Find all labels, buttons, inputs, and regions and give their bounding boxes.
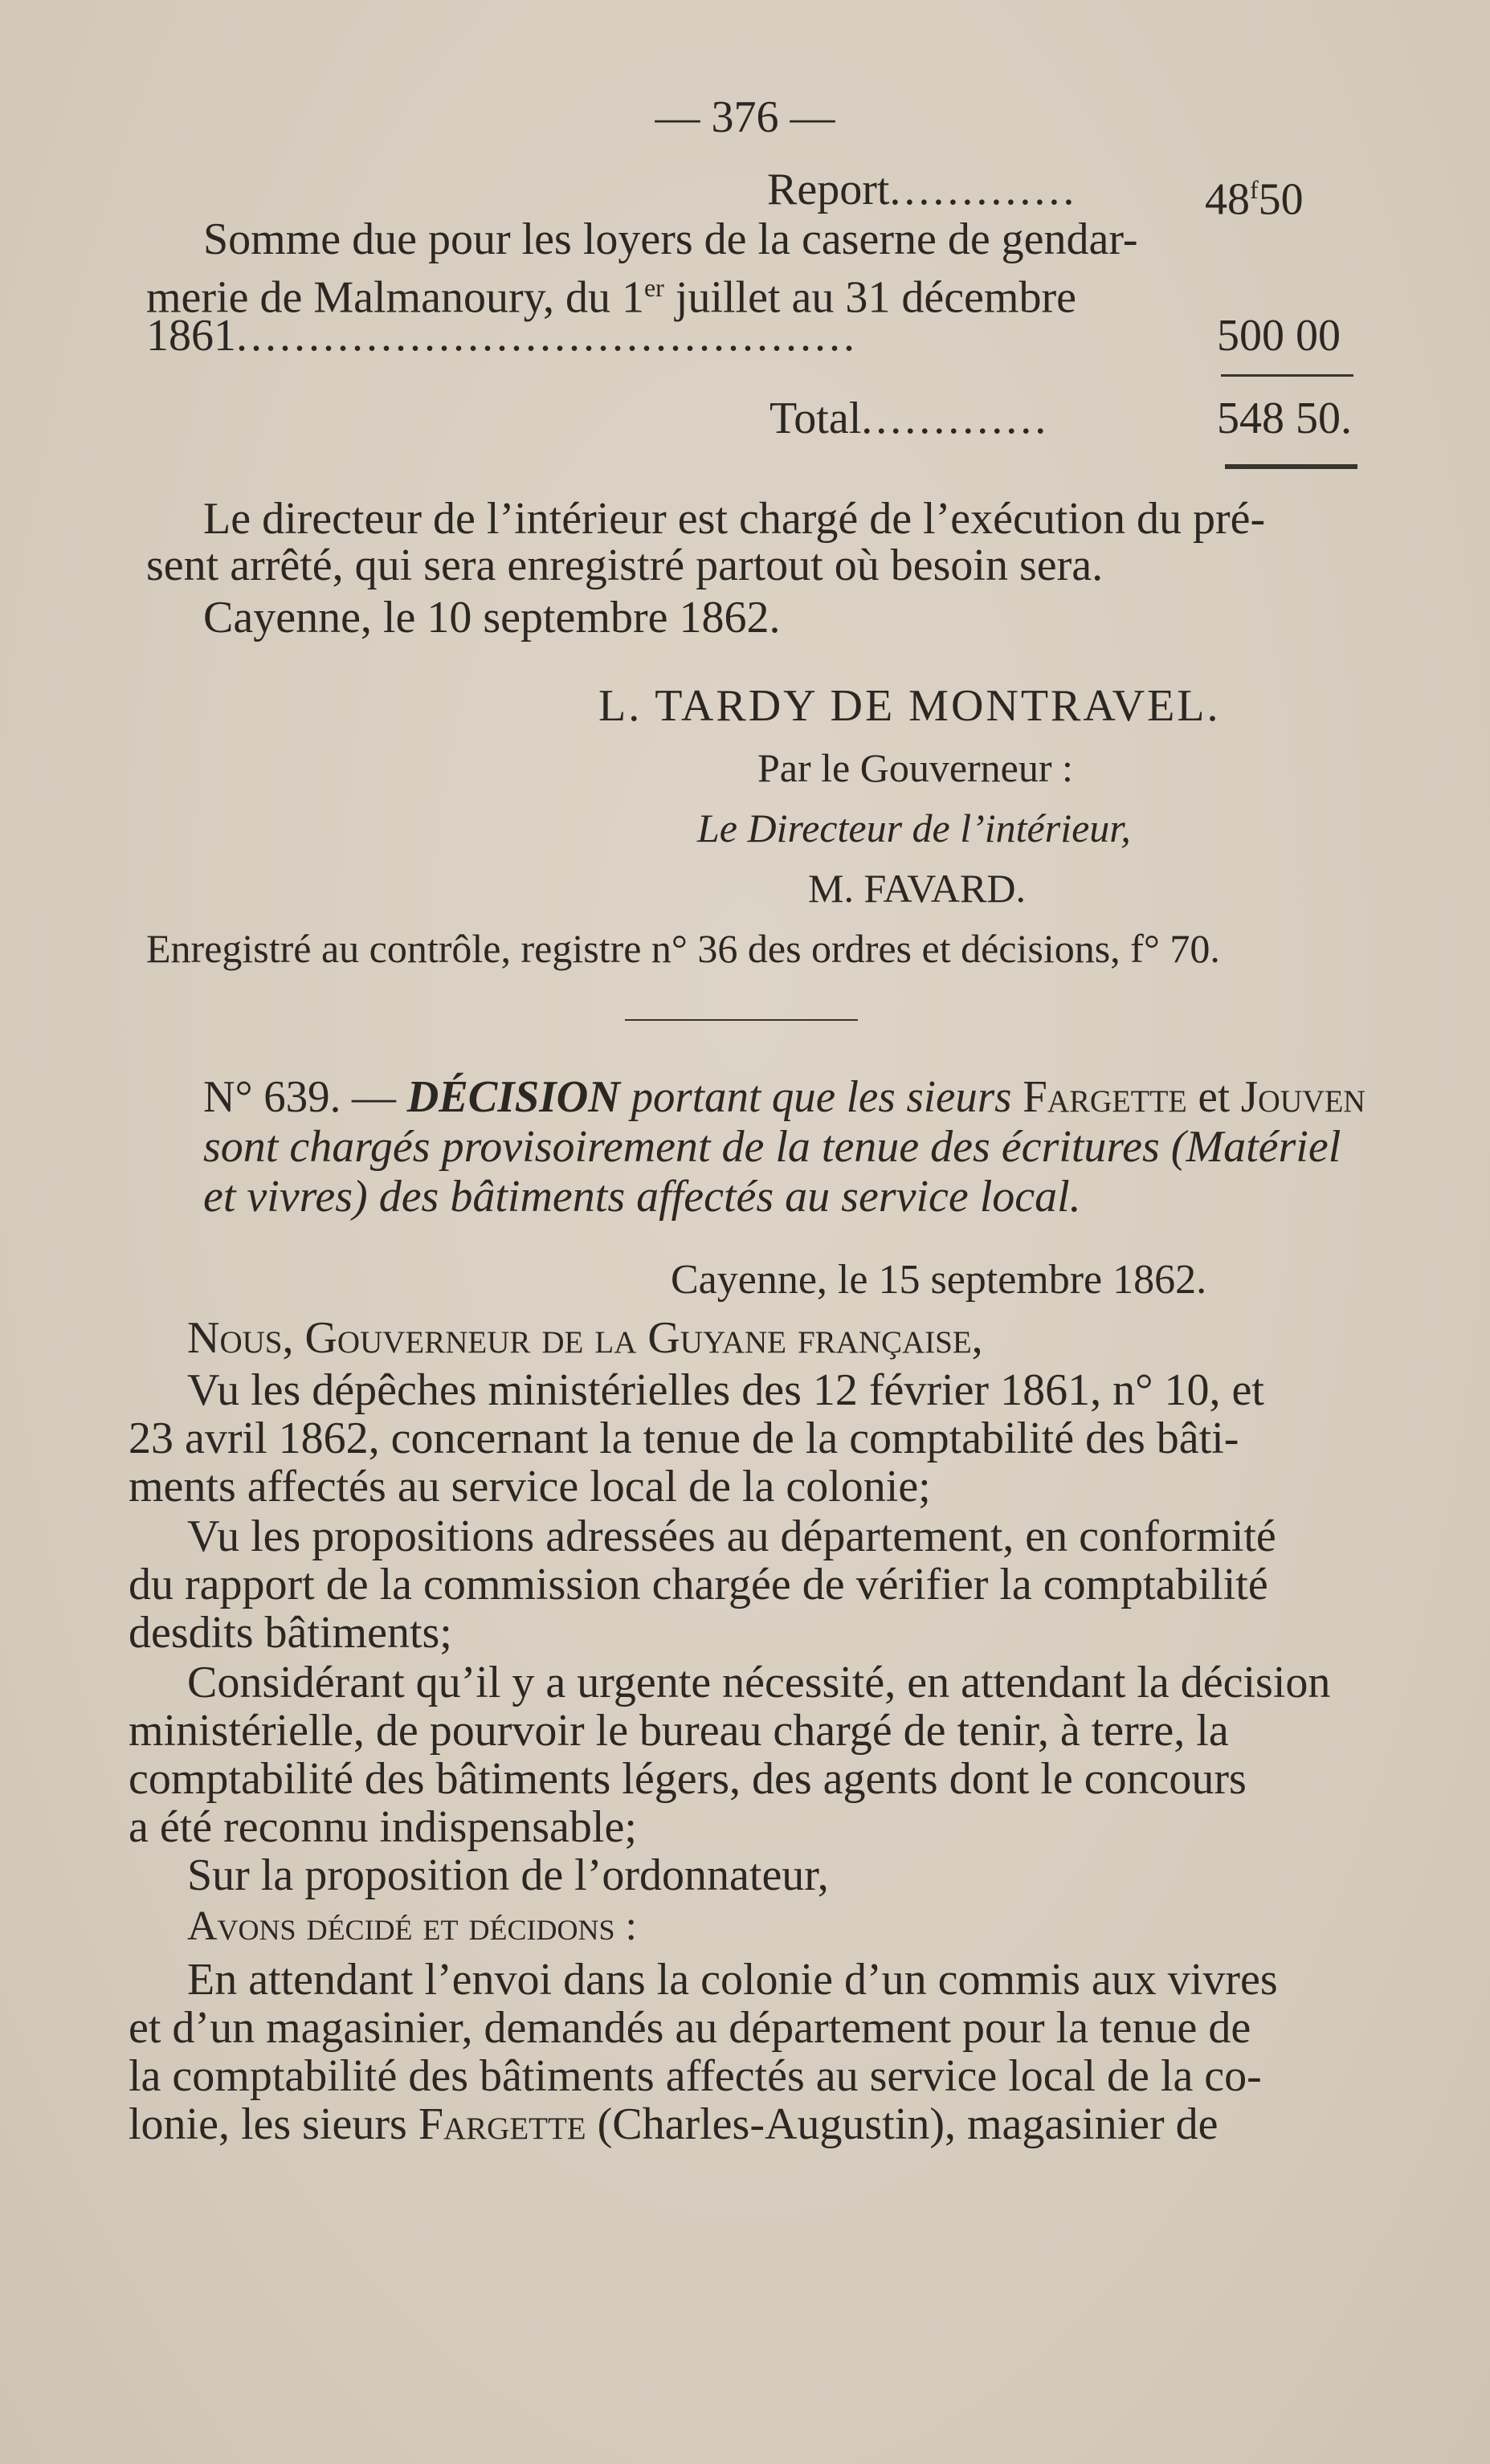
page-number: — 376 — bbox=[655, 92, 835, 142]
rent-line-3: 1861........................................... bbox=[146, 311, 858, 361]
signature-title: Le Directeur de l’intérieur, bbox=[697, 806, 1131, 851]
body-line: et d’un magasinier, demandés au département pour la tenue de bbox=[129, 2003, 1251, 2053]
report-amount: 48$^f$50 bbox=[1205, 174, 1304, 225]
signature-name: L. TARDY DE MONTRAVEL. bbox=[598, 681, 1221, 731]
body-line: Vu les propositions adressées au département, en conformité bbox=[187, 1511, 1276, 1561]
rent-amount: 500 00 bbox=[1217, 311, 1341, 361]
decision-word: DÉCISION bbox=[406, 1072, 620, 1122]
body-line: En attendant l’envoi dans la colonie d’un commis aux vivres bbox=[187, 1955, 1278, 2005]
body-line: 23 avril 1862, concernant la tenue de la comptabilité des bâti- bbox=[129, 1414, 1239, 1463]
body-line: du rapport de la commission chargée de vérifier la comptabilité bbox=[129, 1560, 1268, 1609]
body-line: Avons décidé et décidons : bbox=[187, 1903, 637, 1949]
decision-heading: N° 639. — DÉCISION portant que les sieurs Fargette et Jouven bbox=[203, 1072, 1365, 1122]
body-line: desdits bâtiments; bbox=[129, 1608, 452, 1658]
closing-date: Cayenne, le 10 septembre 1862. bbox=[203, 593, 781, 643]
body-line: ments affectés au service local de la colonie; bbox=[129, 1462, 931, 1511]
total-line: Total............. bbox=[769, 394, 1050, 443]
body-line: Nous, Gouverneur de la Guyane française, bbox=[187, 1313, 983, 1363]
closing-line-1: Le directeur de l’intérieur est chargé de l’exécution du pré- bbox=[203, 494, 1266, 544]
signature-director: M. FAVARD. bbox=[808, 866, 1026, 911]
body-line-last: lonie, les sieurs Fargette (Charles-Augustin), magasinier de bbox=[129, 2099, 1219, 2149]
body-line: Considérant qu’il y a urgente nécessité, en attendant la décision bbox=[187, 1658, 1331, 1707]
body-line: comptabilité des bâtiments légers, des agents dont le concours bbox=[129, 1754, 1247, 1804]
section-divider bbox=[625, 1019, 858, 1021]
decision-heading-3: et vivres) des bâtiments affectés au service local. bbox=[203, 1172, 1081, 1222]
registration-note: Enregistré au contrôle, registre n° 36 des ordres et décisions, f° 70. bbox=[146, 926, 1220, 971]
decision-date: Cayenne, le 15 septembre 1862. bbox=[671, 1257, 1207, 1303]
body-line: Sur la proposition de l’ordonnateur, bbox=[187, 1850, 829, 1900]
total-amount: 548 50. bbox=[1217, 394, 1352, 443]
decision-heading-2: sont chargés provisoirement de la tenue des écritures (Matériel bbox=[203, 1122, 1341, 1172]
total-rule bbox=[1225, 464, 1357, 469]
rent-line-1: Somme due pour les loyers de la caserne de gendar- bbox=[203, 214, 1138, 264]
closing-line-2: sent arrêté, qui sera enregistré partout où besoin sera. bbox=[146, 541, 1104, 590]
body-line: la comptabilité des bâtiments affectés au service local de la co- bbox=[129, 2051, 1262, 2101]
report-line: Report............. bbox=[767, 165, 1078, 214]
report-label: Report bbox=[767, 165, 890, 214]
body-line: a été reconnu indispensable; bbox=[129, 1802, 637, 1852]
rent-line-2: merie de Malmanoury, du 1er juillet au 31 décembre bbox=[146, 272, 1076, 323]
body-line: ministérielle, de pourvoir le bureau chargé de tenir, à terre, la bbox=[129, 1706, 1229, 1756]
sum-rule bbox=[1221, 374, 1353, 377]
body-line: Vu les dépêches ministérielles des 12 février 1861, n° 10, et bbox=[187, 1365, 1264, 1415]
signature-by: Par le Gouverneur : bbox=[757, 745, 1073, 790]
